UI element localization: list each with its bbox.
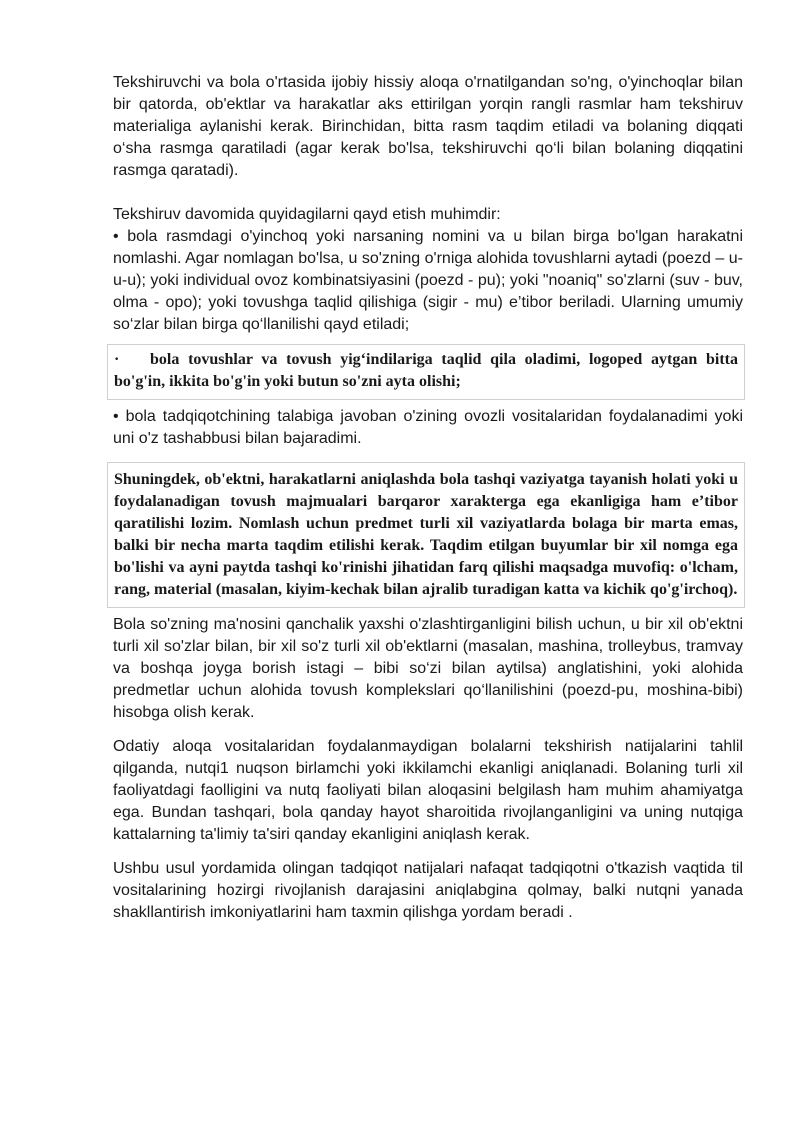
- paragraph-intro: Tekshiruvchi va bola o'rtasida ijobiy hissiy aloqa o'rnatilgandan so'ng, o'yinchoqlar bilan bir qatorda, ob'ektlar va harakatlar aks ettirilgan yorqin rangli rasmlar ham tekshiruv materialiga aylanishi kerak. Birinchidan, bitta rasm taqdim etiladi va bolaning diqqati o‘sha rasmga qaratiladi (agar kerak bo'lsa, tekshiruvchi qo‘li bilan bolaning diqqatini rasmga qaratadi).: [113, 74, 743, 179]
- paragraph-conclusion: Ushbu usul yordamida olingan tadqiqot natijalari nafaqat tadqiqotni o'tkazish vaqtida til vositalarining hozirgi rivojlanish darajasini aniqlabgina qolmay, balki nutqni yanada shakllantirish imkoniyatlarini ham taxmin qilishga yordam beradi .: [113, 860, 743, 921]
- highlight-box-imitation: [107, 344, 745, 400]
- paragraph-checklist-intro: Tekshiruv davomida quyidagilarni qayd etish muhimdir:: [113, 206, 501, 223]
- bullet-marker: ·: [114, 351, 120, 368]
- paragraph-analysis: Odatiy aloqa vositalaridan foydalanmaydigan bolalarni tekshirish natijalarini tahlil qilganda, nutqi1 nuqson birlamchi yoki ikkilamchi ekanligi aniqlanadi. Bolaning turli xil faoliyatdagi faolligini va nutq faoliyati bilan aloqasini belgilash ham muhim ahamiyatga ega. Bundan tashqari, bola qanday hayot sharoitida rivojlanganligini va uning nutqiga kattalarning ta'limiy ta'siri qanday ekanligini aniqlash kerak.: [113, 738, 743, 843]
- document-page: [113, 72, 743, 924]
- paragraph-word-meaning: Bola so'zning ma'nosini qanchalik yaxshi o'zlashtirganligini bilish uchun, u bir xil ob'ektni turli xil so'zlar bilan, bir xil so'z turli xil ob'ektlarni (masalan, mashina, trolleybus, tramvay va boshqa joyga borish istagi – bibi so‘zi bilan aytilsa) anglatishini, yoki alohida predmetlar uchun alohida tovush komplekslari qo‘llanilishini (poezd-pu, moshina-bibi) hisobga olish kerak.: [113, 616, 743, 721]
- highlight-box-object-naming: Shuningdek, ob'ektni, harakatlarni aniqlashda bola tashqi vaziyatga tayanish holati yoki u foydalanadigan tovush majmualari barqaror xarakterga ega ekanligiga ham e’tibor qaratilishi lozim. Nomlash uchun predmet turli xil vaziyatlarda bolaga bir marta emas, balki bir necha marta taqdim etilishi kerak. Taqdim etilgan buyumlar bir xil nomga ega bo'lishi va ayni paytda tashqi ko'rinishi jihatidan farq qilishi maqsadga muvofiq: o'lcham, rang, material (masalan, kiyim-kechak bilan ajralib turadigan katta va kichik qo'g'irchoq).: [107, 462, 745, 608]
- highlight-box-imitation-text: bola tovushlar va tovush yig‘indilariga taqlid qila oladimi, logoped aytgan bitta bo'g'in, ikkita bo'g'in yoki butun so'zni ayta olishi;: [114, 351, 738, 390]
- paragraph-bullet-naming: • bola rasmdagi o'yinchoq yoki narsaning nomini va u bilan birga bo'lgan harakatni nomlashi. Agar nomlagan bo'lsa, u so'zning o'rniga alohida tovushlarni aytadi (poezd – u-u-u); yoki individual ovoz kombinatsiyasini (poezd - pu); yoki "noaniq" so'zlarni (suv - buv, olma - opo); yoki tovushga taqlid qilishiga (sigir - mu) e’tibor beriladi. Ularning umumiy so‘zlar bilan birga qo‘llanilishi qayd etiladi;: [113, 228, 743, 333]
- paragraph-bullet-voice-means: • bola tadqiqotchining talabiga javoban o'zining ovozli vositalaridan foydalanadimi yoki uni o'z tashabbusi bilan bajaradimi.: [113, 408, 743, 447]
